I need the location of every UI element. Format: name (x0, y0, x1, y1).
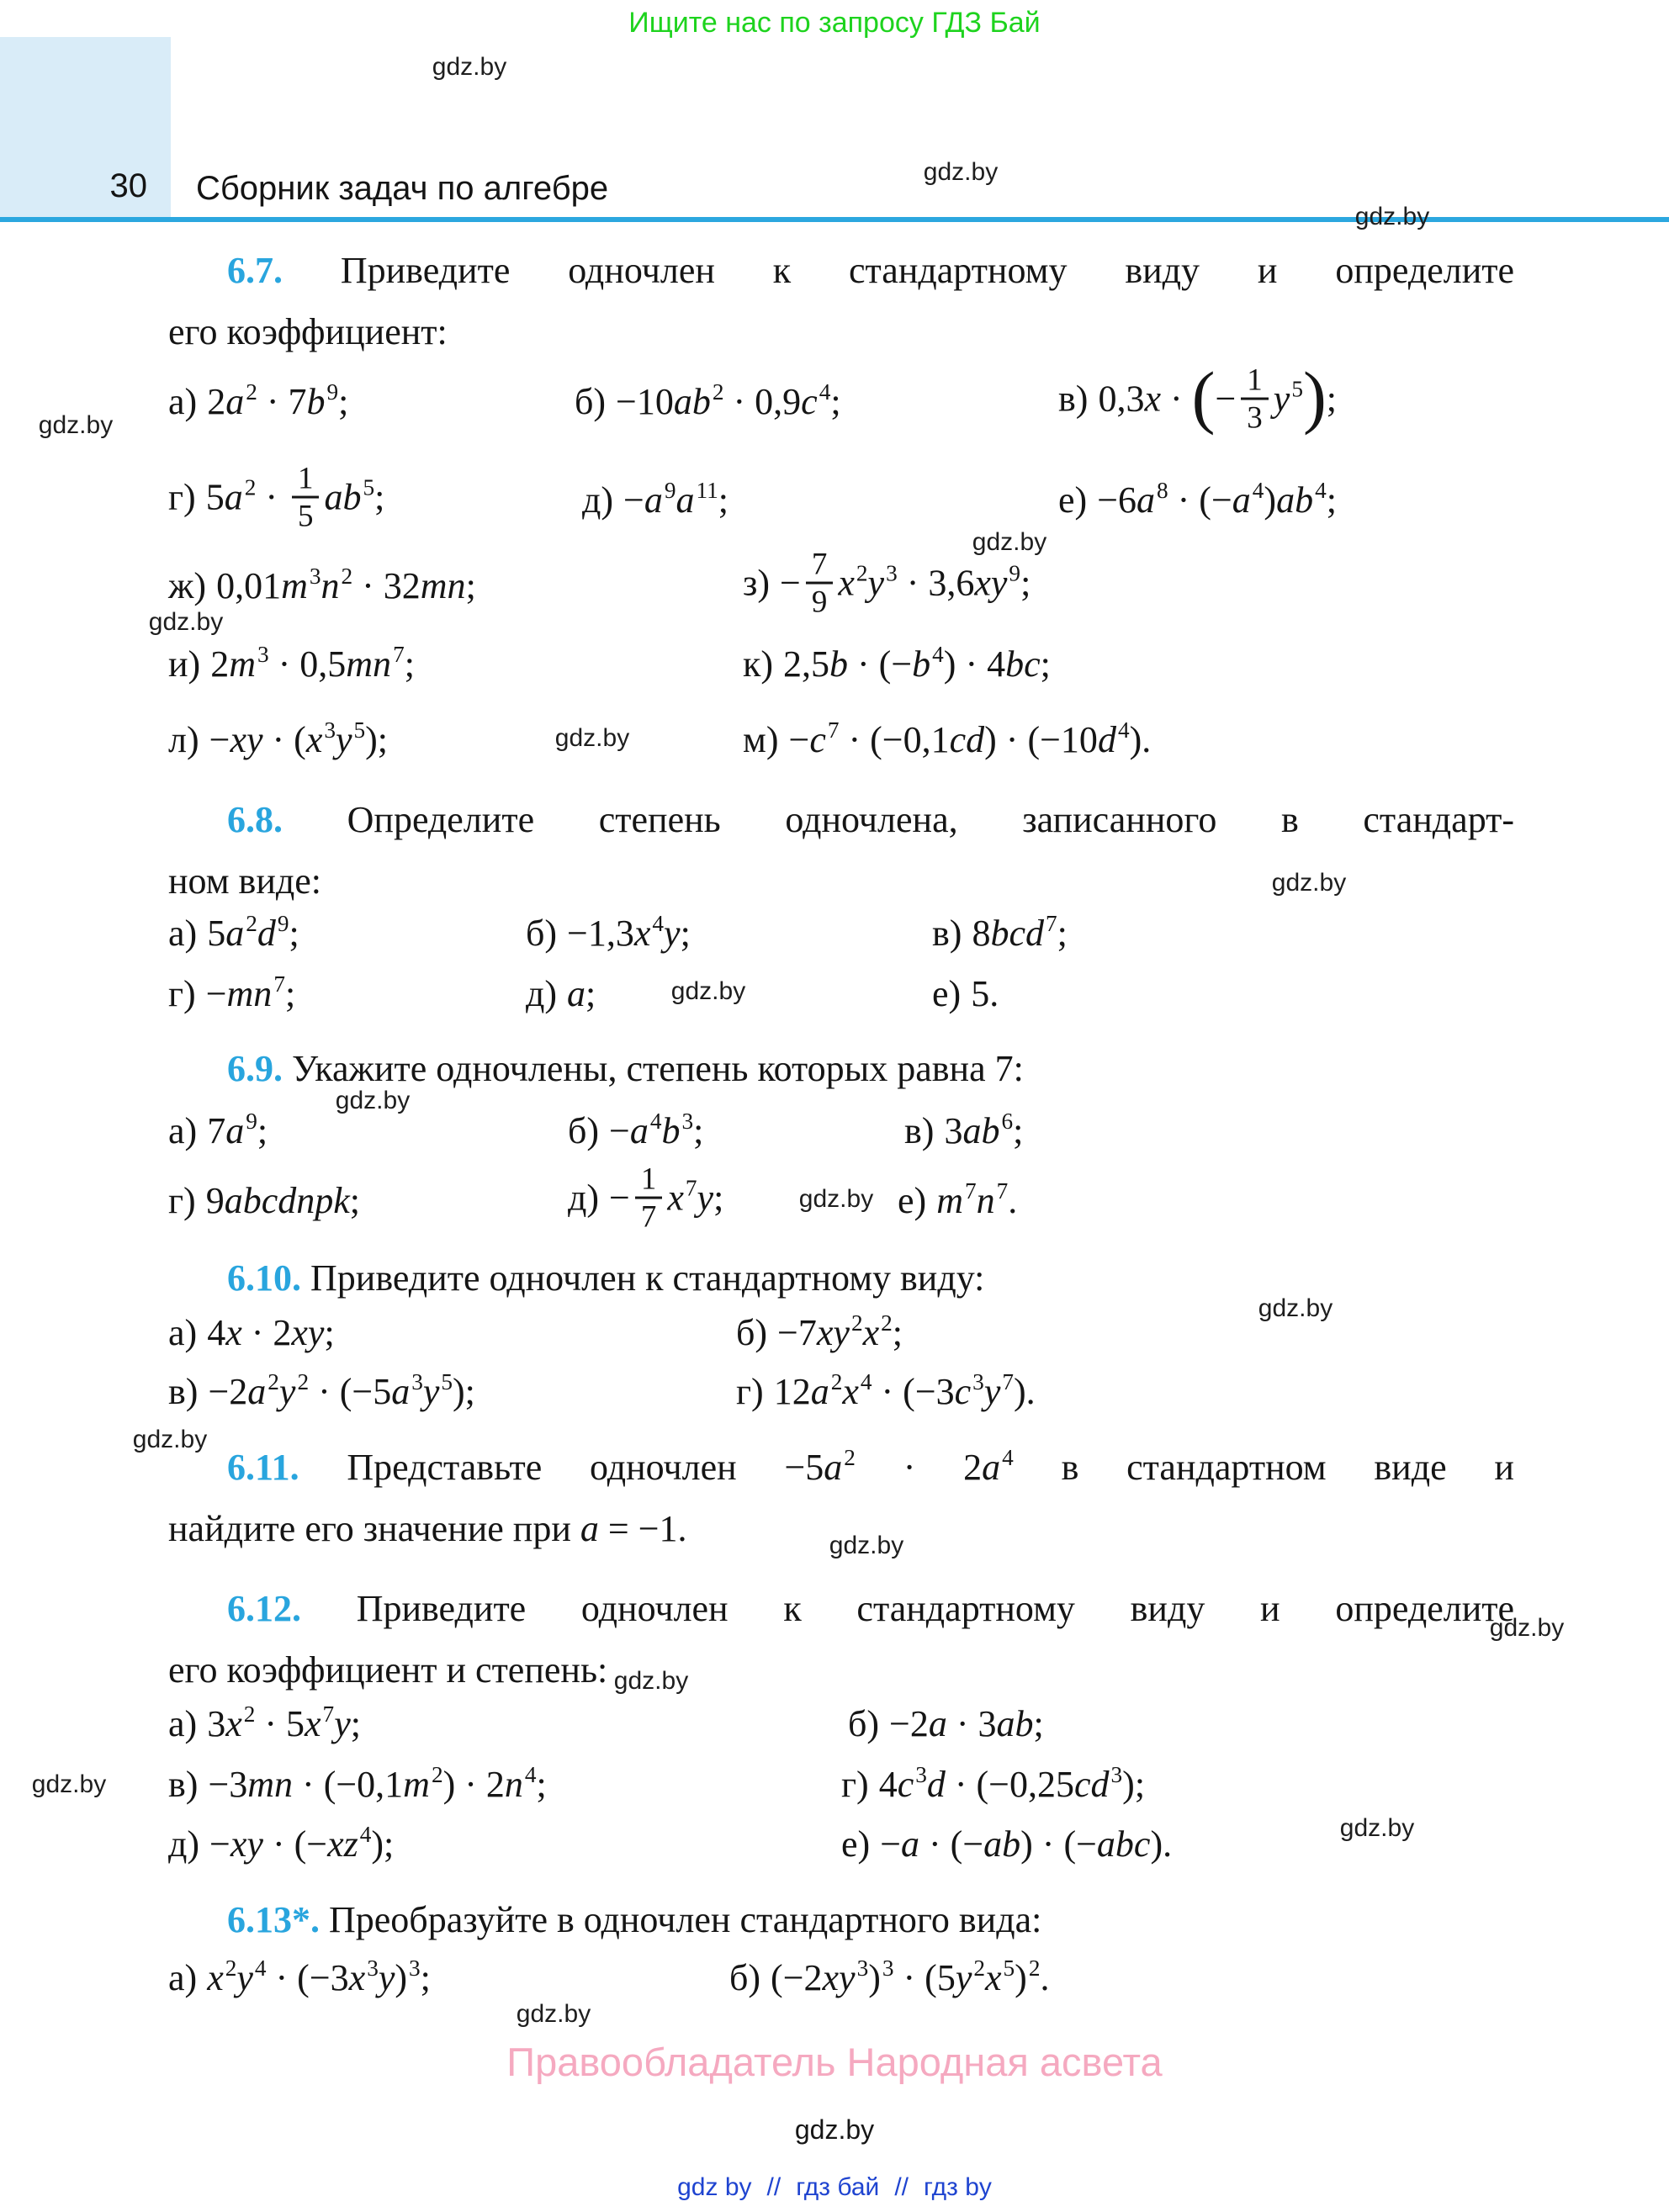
item-formula: $-xy \cdot (-xz^4)$; (209, 1822, 395, 1865)
item-formula: $-mn^7$; (205, 971, 296, 1014)
item-formula: $3x^2 \cdot 5x^7y$; (207, 1701, 361, 1744)
item-formula: $x^2y^4 \cdot (-3x^3y)^3$; (207, 1955, 431, 1998)
item-label: г) (736, 1371, 764, 1412)
item-label: д) (168, 1823, 200, 1865)
item-formula: $2a^2 \cdot 7b^9$; (207, 379, 349, 422)
item-formula: $2,5b \cdot (-b^4) \cdot 4bc$; (783, 642, 1051, 685)
problem-6-13-item-а (168, 1955, 431, 1998)
problem-6-7-item-л (168, 717, 389, 760)
problem-6-9-item-б (568, 1109, 704, 1151)
problem-6-13-item-б (729, 1955, 1050, 1998)
item-formula: $-xy \cdot (x^3y^5)$; (209, 717, 389, 760)
item-formula: $5a^2d^9$; (207, 911, 299, 954)
problem-6-13-text: Преобразуйте в одночлен стандартного вида: (320, 1899, 1042, 1940)
item-formula: a; (567, 973, 596, 1014)
gdz-watermark: gdz.by (613, 1667, 689, 1695)
item-formula: − $\frac{1}{7}$ $x^7y$; (609, 1162, 724, 1234)
gdz-watermark: gdz.by (972, 528, 1047, 556)
item-formula: $-a^9a^{11}$; (623, 478, 729, 521)
item-formula: $4c^3d \cdot (-0,25cd^3)$; (878, 1762, 1146, 1805)
problem-6-9-text: Укажите одночлены, степень которых равна 7: (283, 1048, 1024, 1089)
item-label: а) (168, 1312, 198, 1353)
problem-6-12-item-е (841, 1823, 1173, 1865)
gdz-watermark: gdz.by (829, 1532, 904, 1559)
item-formula: $-6a^8 \cdot (-a^4)ab^4$; (1097, 478, 1337, 521)
problem-6-12-number: 6.12. (227, 1588, 301, 1629)
problem-6-10-item-г (736, 1369, 1036, 1412)
item-label: в) (932, 913, 962, 954)
problem-6-8-item-в (932, 911, 1068, 954)
problem-6-7-item-к (743, 642, 1051, 685)
footer-watermark: gdz.by (794, 2114, 875, 2145)
item-label: ж) (168, 565, 207, 606)
item-formula: −2a · 3ab; (889, 1703, 1044, 1744)
item-formula: $-1,3x^4y$; (567, 911, 691, 954)
item-label: в) (1058, 378, 1089, 420)
link-separator: // (766, 2173, 782, 2201)
gdz-watermark: gdz.by (1258, 1294, 1333, 1322)
problem-6-7-item-в (1058, 358, 1338, 439)
footer-link-gdz-by[interactable]: gdz by (677, 2173, 752, 2201)
item-formula: $-7xy^2x^2$; (777, 1310, 903, 1353)
footer-links (0, 2173, 1669, 2202)
item-label: к) (743, 643, 774, 685)
problem-6-9-item-г (168, 1180, 360, 1221)
gdz-watermark: gdz.by (432, 53, 507, 81)
problem-6-8-item-д (526, 973, 596, 1014)
problem-6-7-item-з (743, 547, 1031, 623)
item-label: а) (168, 381, 198, 422)
item-label: г) (841, 1764, 869, 1805)
problem-6-10-text: Приведите одночлен к стандартному виду: (301, 1257, 985, 1299)
footer-link-gdz-by-cyr[interactable]: гдз by (924, 2173, 992, 2201)
problem-6-7-item-д (582, 478, 729, 521)
item-label: д) (568, 1177, 600, 1219)
item-label: б) (575, 381, 607, 422)
gdz-watermark: gdz.by (516, 2000, 591, 2028)
gdz-watermark: gdz.by (670, 977, 746, 1005)
problem-6-12-text: Приведите одночлен к стандартному виду и определите (301, 1588, 1514, 1629)
item-formula: 5. (971, 973, 999, 1014)
item-formula: $2m^3 \cdot 0,5mn^7$; (210, 642, 415, 685)
problem-6-10-item-б (736, 1310, 903, 1353)
item-label: а) (168, 1110, 198, 1151)
copyright-note: Правообладатель Народная асвета (506, 2040, 1163, 2084)
item-label: г) (168, 476, 196, 518)
item-formula: − $\frac{7}{9}$ $x^2y^3 \cdot 3,6xy^9$; (780, 547, 1031, 619)
problem-6-12-item-г (841, 1762, 1146, 1805)
item-formula: $12a^2x^4 \cdot (-3c^3y^7)$. (773, 1369, 1036, 1412)
item-label: б) (729, 1957, 761, 1998)
item-formula: $3ab^6$; (944, 1109, 1024, 1151)
gdz-watermark: gdz.by (335, 1087, 411, 1114)
problem-6-12-item-а (168, 1701, 361, 1744)
gdz-watermark: gdz.by (132, 1426, 208, 1453)
problem-6-7-statement (168, 240, 1514, 362)
problem-6-8-item-б (526, 911, 691, 954)
item-label: в) (168, 1371, 199, 1412)
item-label: е) (932, 973, 962, 1014)
problem-6-7-item-м (743, 717, 1152, 760)
problem-6-13-number: 6.13*. (227, 1899, 320, 1940)
item-label: б) (736, 1312, 768, 1353)
problem-6-7-text: его коэффициент: (168, 311, 448, 352)
gdz-watermark: gdz.by (148, 608, 224, 636)
item-label: л) (168, 719, 199, 760)
item-formula: 8bcd$^7$; (972, 911, 1068, 954)
gdz-watermark: gdz.by (554, 724, 630, 752)
problem-6-12-statement (168, 1578, 1514, 1701)
problem-6-11-text: Представьте одночлен $-5a^2 \cdot 2a^4$ в стандартном виде и (299, 1445, 1514, 1488)
problem-6-8-number: 6.8. (227, 799, 283, 840)
problem-6-8-text: ном виде: (168, 860, 322, 902)
problem-6-11-text: найдите его значение при a = −1. (168, 1508, 687, 1549)
problem-6-7-item-г (168, 461, 385, 537)
item-formula: $7a^9$; (207, 1109, 268, 1151)
item-formula: $-10ab^2 \cdot 0,9c^4$; (616, 379, 841, 422)
problem-6-10-item-в (168, 1369, 475, 1412)
item-formula: −a · (−ab) · (−abc). (880, 1823, 1173, 1865)
item-formula: $5a^2$ · $\frac{1}{5}$ $ab^5$; (205, 461, 385, 533)
problem-6-12-item-б (848, 1703, 1044, 1744)
problem-6-9-item-д (568, 1162, 724, 1238)
problem-6-11-number: 6.11. (227, 1447, 299, 1488)
item-formula: 9abcdnpk; (205, 1180, 360, 1221)
gdz-watermark: gdz.by (923, 158, 999, 186)
gdz-watermark: gdz.by (1271, 869, 1347, 897)
problem-6-12-item-д (168, 1822, 395, 1865)
problem-6-7-item-б (575, 379, 841, 422)
gdz-watermark: gdz.by (38, 411, 114, 439)
item-formula: $-2a^2y^2 \cdot (-5a^3y^5)$; (208, 1369, 475, 1412)
item-label: а) (168, 1703, 198, 1744)
gdz-watermark: gdz.by (31, 1770, 107, 1798)
problem-6-7-item-и (168, 642, 415, 685)
problem-6-8-text: Определите степень одночлена, записанного в стандарт- (283, 799, 1514, 840)
problem-6-9-item-а (168, 1109, 268, 1151)
item-formula: $m^7n^7$. (936, 1178, 1018, 1221)
problem-6-12-item-в (168, 1762, 547, 1805)
gdz-watermark: gdz.by (1339, 1814, 1415, 1842)
problem-6-7-item-ж (168, 564, 476, 606)
item-label: б) (568, 1110, 600, 1151)
problem-6-7-text: Приведите одночлен к стандартному виду и определите (283, 250, 1514, 291)
link-separator: // (894, 2173, 909, 2201)
item-formula: $-a^4b^3$; (609, 1109, 704, 1151)
problem-6-7-number: 6.7. (227, 250, 283, 291)
item-label: а) (168, 913, 198, 954)
item-label: б) (848, 1703, 880, 1744)
problem-6-8-item-г (168, 971, 296, 1014)
problem-6-12-text: его коэффициент и степень: (168, 1649, 608, 1691)
item-label: г) (168, 1180, 196, 1221)
footer-link-gdz-bai[interactable]: гдз бай (796, 2173, 880, 2201)
item-formula: 4x · 2xy; (207, 1312, 335, 1353)
problem-6-10-item-а (168, 1312, 335, 1353)
gdz-watermark: gdz.by (1489, 1614, 1565, 1642)
problem-6-8-item-а (168, 911, 299, 954)
promo-banner: Ищите нас по запросу ГДЗ Бай (628, 7, 1041, 39)
item-label: а) (168, 1957, 198, 1998)
item-formula: $-c^7 \cdot (-0,1cd) \cdot (-10d^4)$. (788, 717, 1152, 760)
item-label: в) (904, 1110, 935, 1151)
item-label: д) (582, 479, 614, 521)
item-label: б) (526, 913, 558, 954)
item-label: и) (168, 643, 201, 685)
item-formula: $-3mn \cdot (-0,1m^2) \cdot 2n^4$; (208, 1762, 547, 1805)
problem-6-9-number: 6.9. (227, 1048, 283, 1089)
item-formula: 0,3x · (− $\frac{1}{3}$ $y^5$); (1098, 358, 1338, 437)
item-label: з) (743, 562, 771, 604)
gdz-watermark: gdz.by (798, 1185, 874, 1213)
problem-6-13-statement (168, 1889, 1514, 1950)
problem-6-9-item-е (898, 1178, 1018, 1221)
gdz-watermark: gdz.by (1354, 203, 1430, 230)
item-label: е) (1058, 479, 1088, 521)
item-formula: $(-2xy^3)^3 \cdot (5y^2x^5)^2$. (771, 1955, 1050, 1998)
item-label: г) (168, 973, 196, 1014)
page-number: 30 (109, 167, 147, 204)
item-label: в) (168, 1764, 199, 1805)
item-label: д) (526, 973, 558, 1014)
problem-6-8-item-е (932, 973, 999, 1014)
problem-6-10-number: 6.10. (227, 1257, 301, 1299)
problem-6-7-item-е (1058, 478, 1337, 521)
book-title: Сборник задач по алгебре (196, 170, 609, 207)
page-number-box (0, 37, 171, 217)
problem-6-7-item-а (168, 379, 349, 422)
item-formula: $0,01m^3n^2 \cdot 32mn$; (216, 564, 476, 606)
problem-6-9-item-в (904, 1109, 1024, 1151)
item-label: е) (898, 1180, 927, 1221)
item-label: е) (841, 1823, 871, 1865)
item-label: м) (743, 719, 779, 760)
